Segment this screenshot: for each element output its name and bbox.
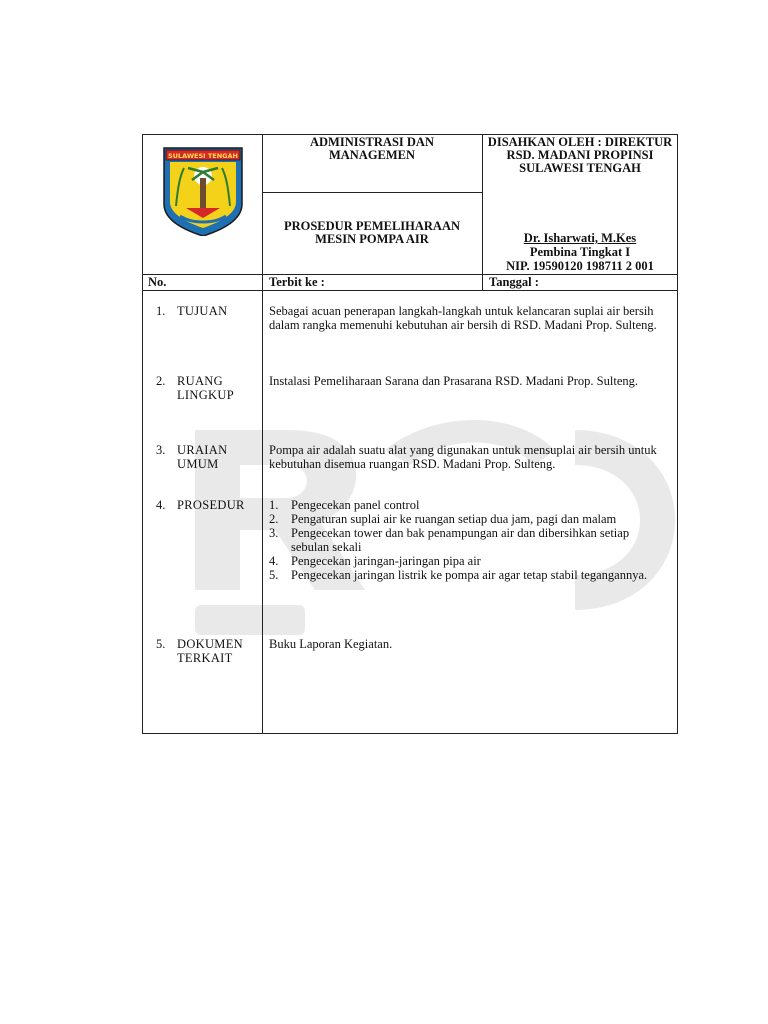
header-middle-divider [262, 192, 482, 193]
signer-nip: NIP. 19590120 198711 2 001 [506, 259, 654, 273]
list-item: 4. Pengecekan jaringan-jaringan pipa air [269, 554, 481, 568]
section-title-dokumen-terkait: DOKUMEN TERKAIT [177, 637, 243, 665]
no-label: No. [148, 275, 167, 289]
terbit-label: Terbit ke : [269, 275, 325, 289]
unit-title: ADMINISTRASI DAN MANAGEMEN [310, 135, 434, 162]
section-text-ruang-lingkup: Instalasi Pemeliharaan Sarana dan Prasarana RSD. Madani Prop. Sulteng. [269, 374, 639, 388]
section-text-tujuan: Sebagai acuan penerapan langkah-langkah untuk kelancaran suplai air bersih dalam rangka memenuhi kebutuhan air bersih di RSD. Madani Prop. Sulteng. [269, 304, 657, 332]
meta-row-bottom [142, 290, 678, 291]
list-item: 5. Pengecekan jaringan listrik ke pompa air agar tetap stabil tegangannya. [269, 568, 648, 582]
tanggal-label: Tanggal : [489, 275, 539, 289]
section-number: 5. [156, 637, 166, 651]
section-text-uraian-umum: Pompa air adalah suatu alat yang digunakan untuk mensuplai air bersih untuk kebutuhan disemua ruangan RSD. Madani Prop. Sulteng. [269, 443, 657, 471]
section-number: 1. [156, 304, 166, 318]
meta-row-top [142, 274, 678, 275]
section-title-ruang-lingkup: RUANG LINGKUP [177, 374, 234, 402]
list-item: 1. Pengecekan panel control [269, 498, 420, 512]
signer-rank: Pembina Tingkat I [529, 245, 631, 259]
document-title: PROSEDUR PEMELIHARAAN MESIN POMPA AIR [283, 219, 461, 246]
form-border-left [142, 134, 143, 734]
procedure-steps-list [269, 498, 669, 582]
column-divider-right [482, 134, 483, 291]
section-number: 2. [156, 374, 166, 388]
list-item: 2. Pengaturan suplai air ke ruangan setiap dua jam, pagi dan malam [269, 512, 617, 526]
list-item: 3. Pengecekan tower dan bak penampungan air dan dibersihkan setiap sebulan sekali [269, 526, 630, 554]
form-border-bottom [142, 733, 678, 734]
section-number: 4. [156, 498, 166, 512]
sulawesi-tengah-emblem-icon [162, 146, 244, 236]
section-text-dokumen-terkait: Buku Laporan Kegiatan. [269, 637, 393, 651]
signer-name: Dr. Isharwati, M.Kes [523, 231, 637, 245]
section-title-tujuan: TUJUAN [177, 304, 228, 318]
form-border-right [677, 134, 678, 734]
sop-form [142, 134, 678, 734]
svg-text:SULAWESI TENGAH: SULAWESI TENGAH [168, 152, 238, 160]
section-title-prosedur: PROSEDUR [177, 498, 245, 512]
approval-heading: DISAHKAN OLEH : DIREKTUR RSD. MADANI PROPINSI SULAWESI TENGAH [487, 135, 673, 175]
section-title-uraian-umum: URAIAN UMUM [177, 443, 228, 471]
section-number: 3. [156, 443, 166, 457]
